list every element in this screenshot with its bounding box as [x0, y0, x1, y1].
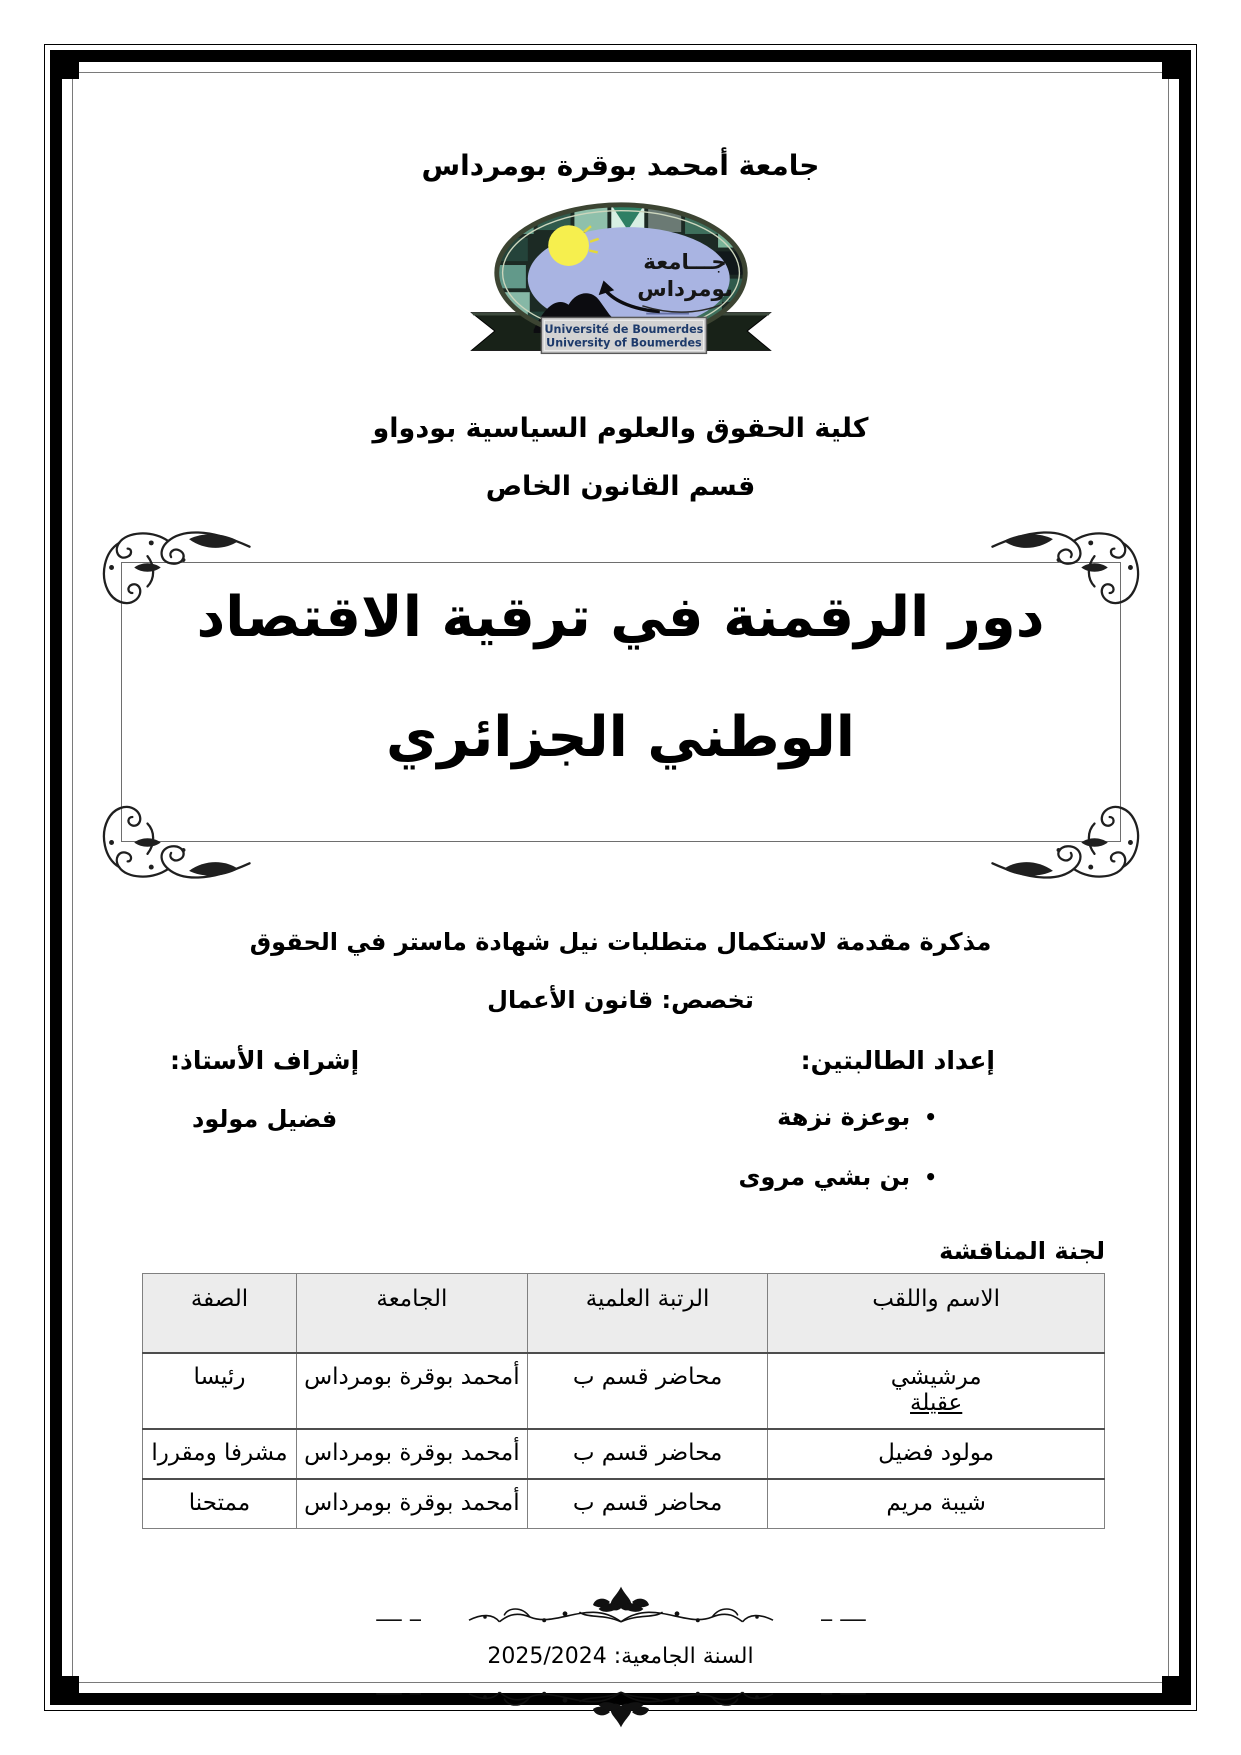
member-role-cell: رئيسا — [143, 1353, 297, 1429]
prepared-by-column — [738, 1046, 995, 1223]
member-role-cell: ممتحنا — [143, 1479, 297, 1529]
thesis-title-line1: دور الرقمنة في ترقية الاقتصاد — [196, 585, 1045, 650]
table-row — [143, 1429, 1105, 1479]
faculty-name: كلية الحقوق والعلوم السياسية بودواو — [372, 413, 869, 444]
thesis-title-line2: الوطني الجزائري — [386, 705, 855, 770]
cover-content — [80, 72, 1161, 1683]
logo-arabic-line2: بومرداس — [636, 277, 733, 303]
bullet-icon — [924, 1107, 937, 1127]
border-corner-ornament — [1162, 62, 1179, 79]
member-name: مولود فضيل — [878, 1440, 995, 1466]
supervisor-name: فضيل مولود — [192, 1105, 338, 1133]
ornament-divider-bottom — [321, 1673, 921, 1729]
member-rank-cell: محاضر قسم ب — [527, 1429, 768, 1479]
column-header-university: الجامعة — [296, 1274, 527, 1354]
student-name: بوعزة نزهة — [777, 1103, 911, 1131]
member-rank-cell: محاضر قسم ب — [527, 1353, 768, 1429]
member-university-cell: أمحمد بوقرة بومرداس — [296, 1429, 527, 1479]
member-name-part2: عقيلة — [910, 1390, 963, 1416]
column-header-rank: الرتبة العلمية — [527, 1274, 768, 1354]
member-name: مرشيشي — [890, 1364, 982, 1390]
member-name: شيبة مريم — [886, 1490, 986, 1516]
supervisor-column — [170, 1046, 359, 1133]
list-item — [738, 1163, 937, 1191]
memo-description: مذكرة مقدمة لاستكمال متطلبات نيل شهادة ماستر في الحقوق — [249, 928, 992, 956]
supervisor-label: إشراف الأستاذ: — [170, 1046, 360, 1075]
flourish-corner-icon — [89, 782, 257, 886]
students-list — [738, 1103, 937, 1191]
bullet-icon — [924, 1167, 937, 1187]
table-header-row — [143, 1274, 1105, 1354]
member-university-cell: أمحمد بوقرة بومرداس — [296, 1353, 527, 1429]
member-name-cell — [768, 1479, 1105, 1529]
logo-name-english: University of Boumerdes — [545, 336, 702, 350]
column-header-name: الاسم واللقب — [768, 1274, 1105, 1354]
university-logo — [80, 196, 1161, 372]
academic-year: السنة الجامعية: 2025/2024 — [487, 1644, 754, 1669]
university-name: جامعة أمحمد بوقرة بومرداس — [421, 149, 820, 182]
committee-heading: لجنة المناقشة — [939, 1237, 1105, 1265]
ornament-divider-top — [321, 1585, 921, 1641]
thesis-title-frame — [115, 546, 1127, 864]
member-university-cell: أمحمد بوقرة بومرداس — [296, 1479, 527, 1529]
member-name-cell — [768, 1429, 1105, 1479]
table-row — [143, 1353, 1105, 1429]
prepared-by-label: إعداد الطالبتين: — [800, 1046, 995, 1075]
specialty-line: تخصص: قانون الأعمال — [487, 986, 754, 1014]
member-name-cell — [768, 1353, 1105, 1429]
people-section — [80, 1046, 1161, 1223]
university-logo-image — [456, 196, 786, 368]
student-name: بن بشي مروى — [738, 1163, 911, 1191]
logo-name-french: Université de Boumerdes — [543, 322, 703, 336]
thesis-title — [115, 546, 1127, 770]
committee-table-wrap — [142, 1273, 1105, 1529]
table-row — [143, 1479, 1105, 1529]
border-corner-ornament — [62, 62, 79, 79]
list-item — [738, 1103, 937, 1131]
member-role-cell: مشرفا ومقررا — [143, 1429, 297, 1479]
logo-arabic-line1: جـــامعة — [642, 249, 727, 275]
member-rank-cell: محاضر قسم ب — [527, 1479, 768, 1529]
department-name: قسم القانون الخاص — [485, 471, 756, 502]
flourish-corner-icon — [985, 782, 1153, 886]
committee-table — [142, 1273, 1105, 1529]
academic-year-block — [0, 1585, 1241, 1729]
column-header-role: الصفة — [143, 1274, 297, 1354]
